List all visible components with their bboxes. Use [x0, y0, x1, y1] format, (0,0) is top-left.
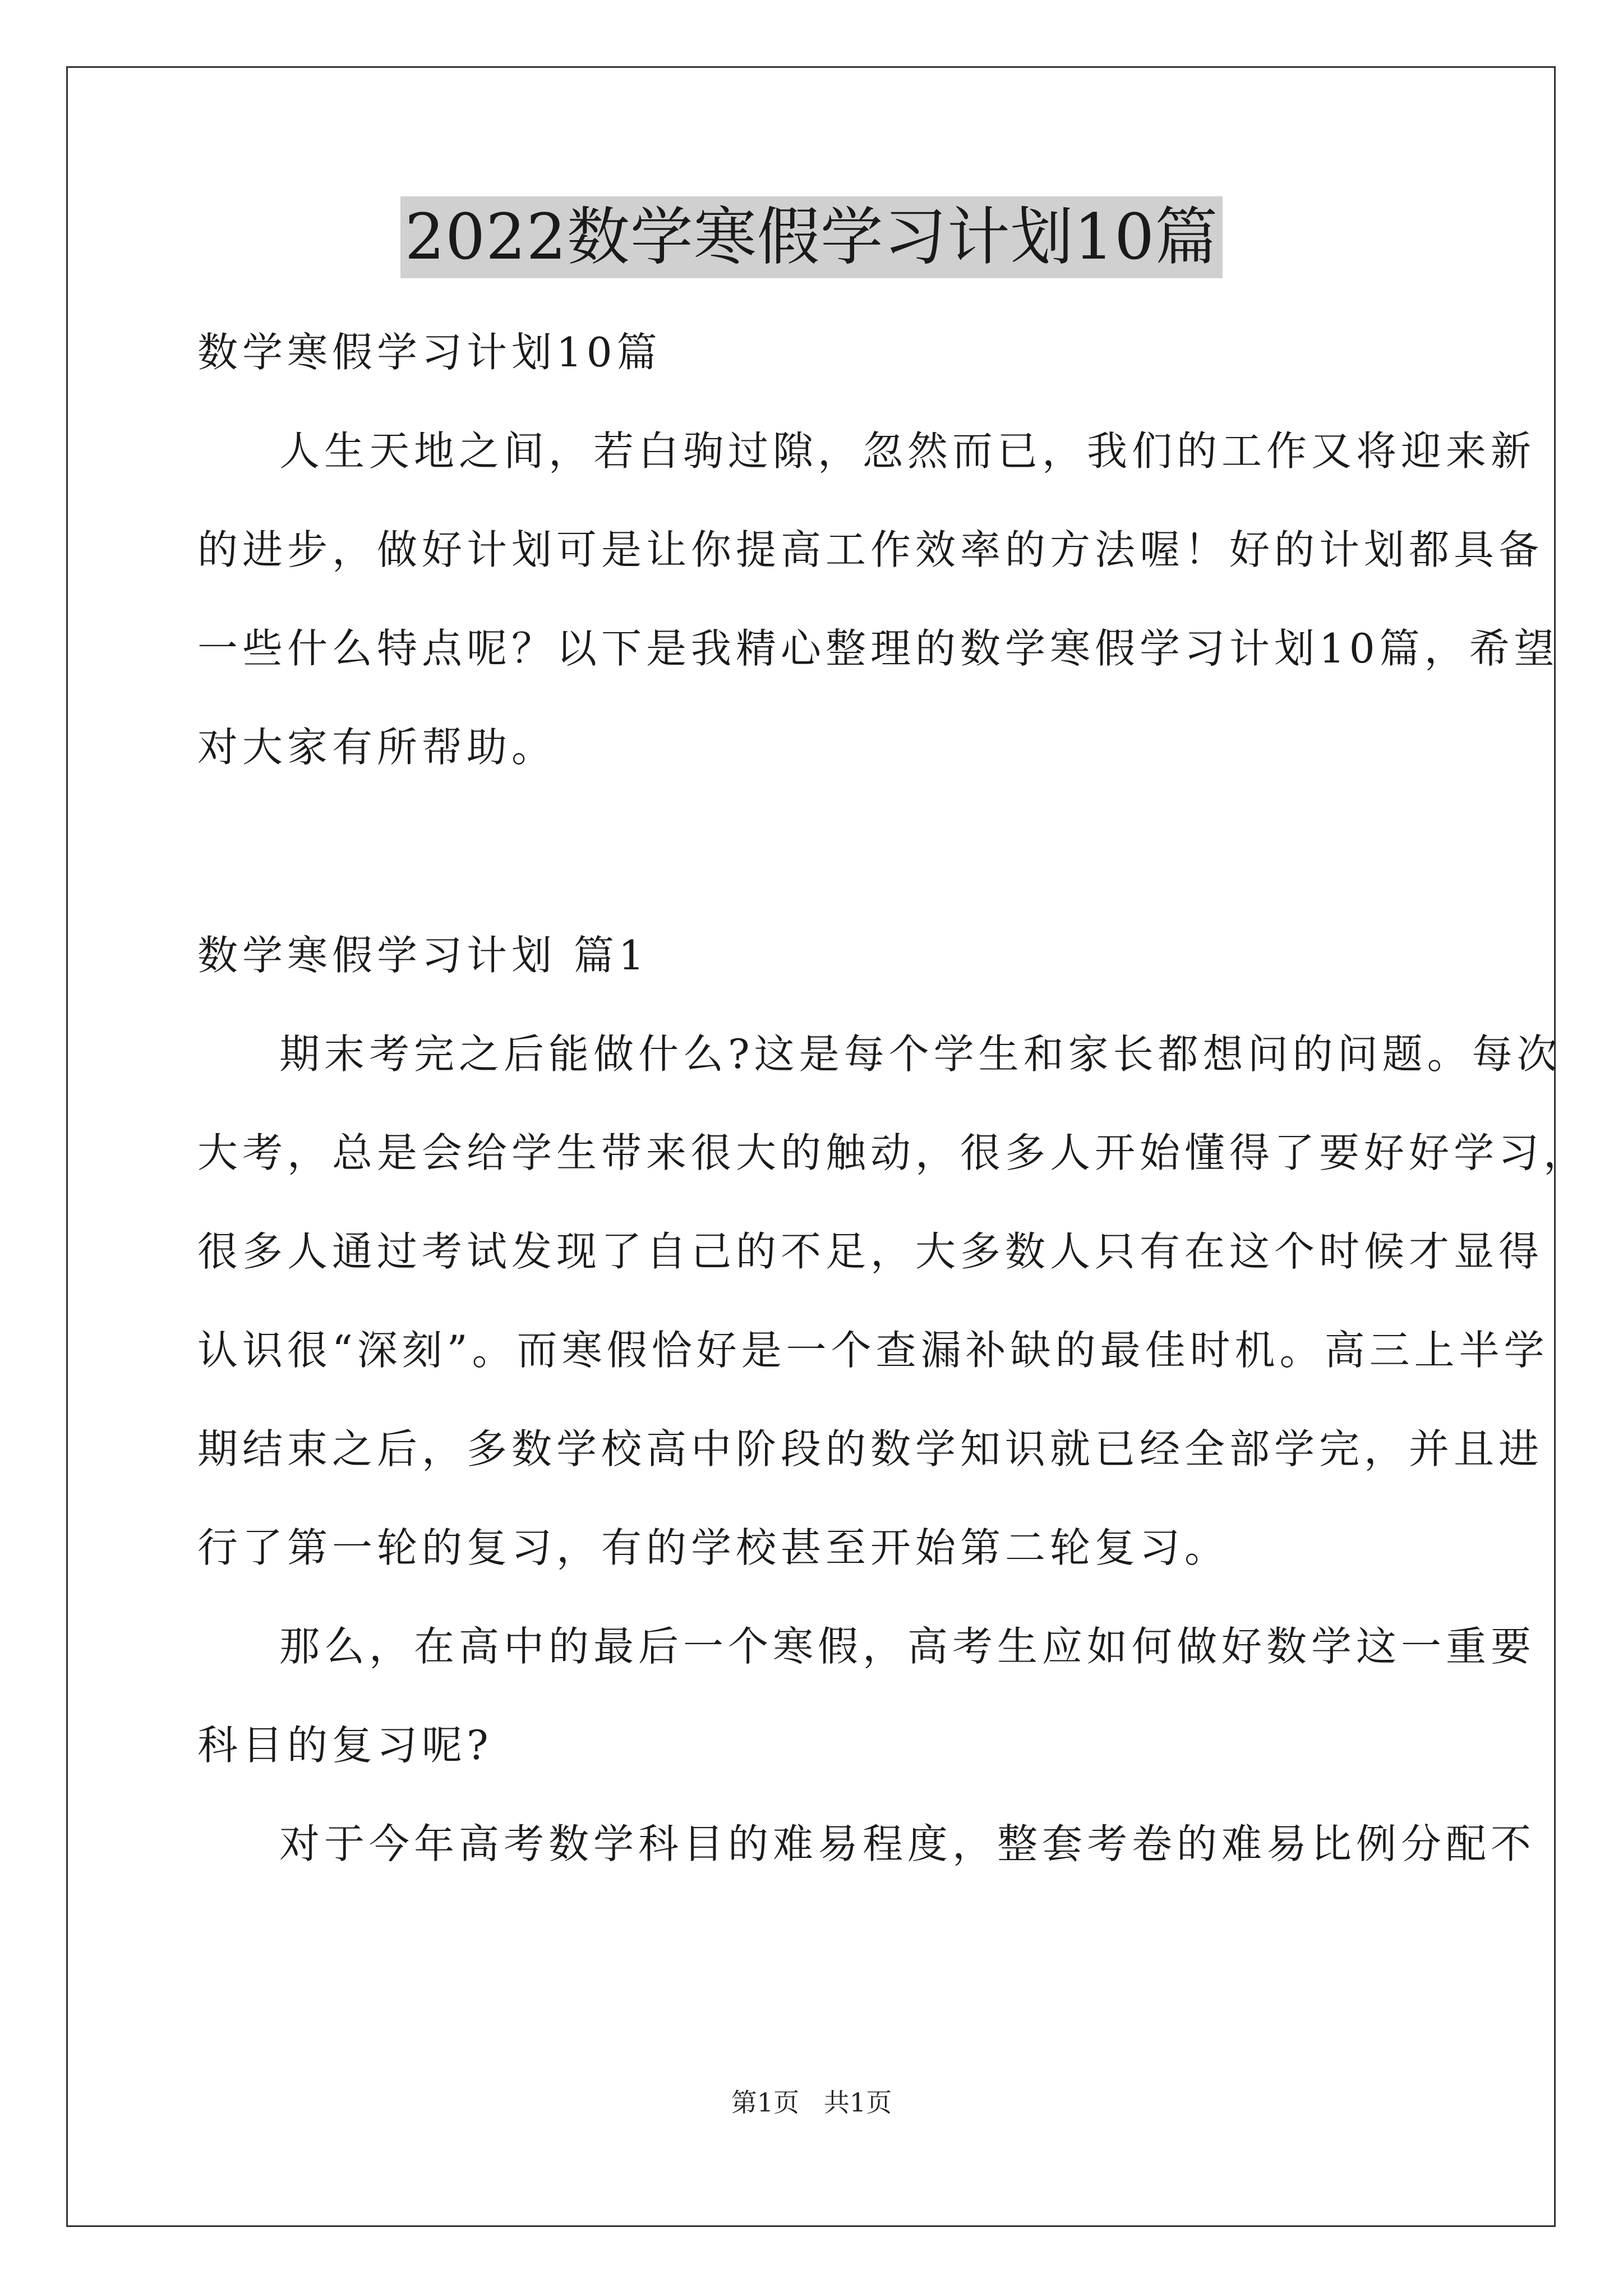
para2-line-2: 科目的复习呢? — [197, 1722, 493, 1769]
para1-line-3: 很多人通过考试发现了自己的不足，大多数人只有在这个时候才显得 — [197, 1228, 1544, 1275]
para1-line-5: 期结束之后，多数学校高中阶段的数学知识就已经全部学完，并且进 — [197, 1425, 1544, 1473]
para1-line-2: 大考，总是会给学生带来很大的触动，很多人开始懂得了要好好学习， — [197, 1129, 1589, 1176]
document-title: 2022数学寒假学习计划10篇 — [400, 196, 1223, 278]
page-footer: 第1页 共1页 — [731, 2087, 892, 2118]
para1-line-4: 认识很“深刻”。而寒假恰好是一个查漏补缺的最佳时机。高三上半学 — [197, 1327, 1549, 1374]
section-gap — [197, 797, 1466, 906]
intro-line-3: 一些什么特点呢？以下是我精心整理的数学寒假学习计划10篇，希望 — [197, 625, 1559, 672]
para1-line-6: 行了第一轮的复习，有的学校甚至开始第二轮复习。 — [197, 1524, 1230, 1571]
para3-line-1: 对于今年高考数学科目的难易程度，整套考卷的难易比例分配不 — [279, 1820, 1536, 1867]
title-wrap — [0, 196, 1623, 278]
document-body — [197, 303, 1589, 1893]
intro-line-2: 的进步，做好计划可是让你提高工作效率的方法喔！好的计划都具备 — [197, 526, 1544, 573]
intro-line-4: 对大家有所帮助。 — [197, 724, 557, 771]
para1-line-1: 期末考完之后能做什么?这是每个学生和家长都想问的问题。每次 — [279, 1030, 1562, 1078]
subtitle: 数学寒假学习计划10篇 — [197, 329, 662, 376]
section-heading: 数学寒假学习计划 篇1 — [197, 932, 649, 979]
para2-line-1: 那么，在高中的最后一个寒假，高考生应如何做好数学这一重要 — [279, 1623, 1536, 1670]
intro-line-1: 人生天地之间，若白驹过隙，忽然而已，我们的工作又将迎来新 — [279, 427, 1536, 475]
